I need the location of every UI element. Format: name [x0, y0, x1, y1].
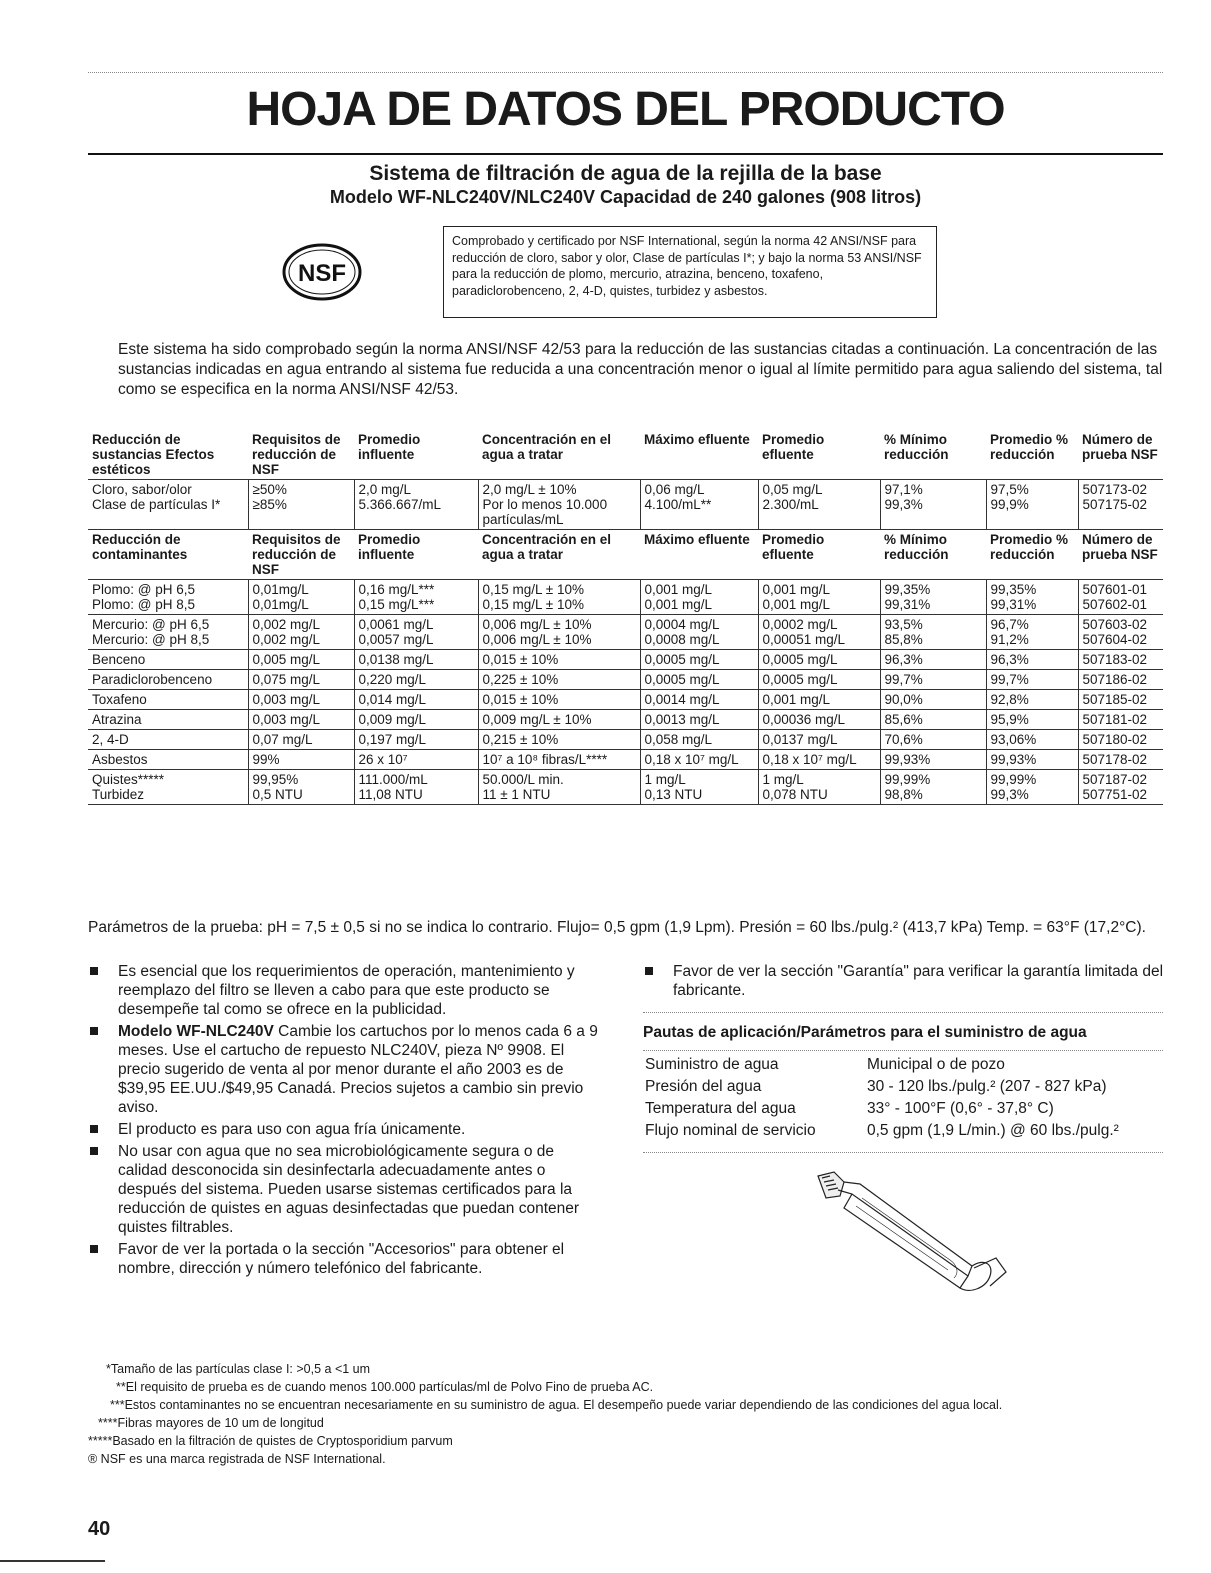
logo-text: NSF: [298, 260, 346, 287]
guide-row: [643, 1076, 1163, 1098]
table-cell: Cloro, sabor/olor Clase de partículas I*: [92, 482, 221, 512]
test-parameters: Parámetros de la prueba: pH = 7,5 ± 0,5 si no se indica lo contrario. Flujo= 0,5 gpm (1,9 Lpm). Presión = 60 lbs./pulg.² (413,7 kPa) Temp. = 63°F (17,2°C).: [88, 919, 1146, 936]
table-cell: 0,18 x 10⁷ mg/L: [758, 750, 880, 770]
table-cell: 0,0002 mg/L 0,00051 mg/L: [758, 615, 880, 650]
title-rule: [88, 153, 1163, 155]
guide-table: [643, 1054, 1163, 1142]
table-cell: 0,009 mg/L ± 10%: [478, 710, 640, 730]
table-cell: Atrazina: [92, 712, 142, 727]
list-item-text: Favor de ver la portada o la sección "Accesorios" para obtener el nombre, dirección y número telefónico del fabricante.: [118, 1241, 565, 1277]
table-cell: 507180-02: [1078, 730, 1163, 750]
table-cell: Asbestos: [92, 752, 148, 767]
table-cell: 0,005 mg/L: [248, 650, 354, 670]
table-cell: 97,1% 99,3%: [880, 480, 986, 530]
table-cell: 1 mg/L 0,13 NTU: [640, 770, 758, 805]
table-row: [88, 710, 1163, 730]
table-cell: 0,0005 mg/L: [640, 670, 758, 690]
table-cell: 99,35% 99,31%: [986, 580, 1078, 615]
table-cell: 0,16 mg/L*** 0,15 mg/L***: [354, 580, 478, 615]
table-cell: 0,0138 mg/L: [354, 650, 478, 670]
guide-top-rule: [643, 1012, 1163, 1013]
table-cell: 0,001 mg/L: [758, 690, 880, 710]
column-header: Requisitos de reducción de NSF: [252, 432, 341, 477]
filter-cartridge-illustration: [800, 1168, 1020, 1293]
table-cell: 99,7%: [880, 670, 986, 690]
table-cell: 0,05 mg/L 2.300/mL: [758, 480, 880, 530]
table-cell: 0,001 mg/L 0,001 mg/L: [640, 580, 758, 615]
table-cell: 0,015 ± 10%: [478, 690, 640, 710]
column-header: Máximo efluente: [644, 432, 750, 447]
table-row: [88, 690, 1163, 710]
table-cell: 92,8%: [986, 690, 1078, 710]
table-cell: 0,0061 mg/L 0,0057 mg/L: [354, 615, 478, 650]
column-header: Número de prueba NSF: [1082, 432, 1158, 462]
page-number: 40: [88, 1518, 111, 1540]
table-cell: 0,0005 mg/L: [758, 670, 880, 690]
table-cell: 99,93%: [880, 750, 986, 770]
list-item: [88, 1022, 603, 1117]
footnote: **El requisito de prueba es de cuando menos 100.000 partículas/ml de Polvo Fino de prueba AC.: [116, 1380, 654, 1394]
list-item-text: Es esencial que los requerimientos de operación, mantenimiento y reemplazo del filtro se lleven a cabo para que este producto se desempeñe tal como se ofrece en la publicidad.: [118, 963, 575, 1018]
table-cell: 50.000/L min. 11 ± 1 NTU: [478, 770, 640, 805]
table-cell: 0,18 x 10⁷ mg/L: [640, 750, 758, 770]
guide-label: Suministro de agua: [645, 1056, 779, 1073]
bottom-rule: [0, 1560, 105, 1562]
guide-value: 0,5 gpm (1,9 L/min.) @ 60 lbs./pulg.²: [867, 1122, 1119, 1139]
table-cell: Benceno: [92, 652, 146, 667]
table-cell: 97,5% 99,9%: [986, 480, 1078, 530]
table-cell: Quistes***** Turbidez: [92, 772, 165, 802]
table-row: [88, 750, 1163, 770]
intro-paragraph: Este sistema ha sido comprobado según la norma ANSI/NSF 42/53 para la reducción de las sustancias citadas a continuación. La concentración de las sustancias indicadas en agua entrando al sistema fue reducida a una concentración menor o igual al límite permitido para agua saliendo del sistema, tal como se especifica en la norma ANSI/NSF 42/53.: [118, 341, 1163, 398]
table-cell: 96,3%: [986, 650, 1078, 670]
column-header: Promedio efluente: [762, 532, 825, 562]
table-cell: 507187-02 507751-02: [1078, 770, 1163, 805]
column-header: Promedio % reducción: [990, 432, 1069, 462]
table-row: [88, 770, 1163, 805]
table-cell: 0,003 mg/L: [248, 710, 354, 730]
guide-bottom-rule: [643, 1152, 1163, 1153]
list-item: [88, 1120, 603, 1139]
page-title: HOJA DE DATOS DEL PRODUCTO: [246, 83, 1005, 136]
table-cell: 0,0014 mg/L: [640, 690, 758, 710]
table-cell: 90,0%: [880, 690, 986, 710]
top-dotted-rule: [88, 72, 1163, 73]
table-cell: 0,220 mg/L: [354, 670, 478, 690]
list-item: Favor de ver la sección "Garantía" para verificar la garantía limitada del fabricante.: [643, 962, 1163, 1000]
table-row: [88, 480, 1163, 530]
column-header: Concentración en el agua a tratar: [482, 532, 612, 562]
guide-value: 30 - 120 lbs./pulg.² (207 - 827 kPa): [867, 1078, 1107, 1095]
table-cell: Mercurio: @ pH 6,5 Mercurio: @ pH 8,5: [92, 617, 210, 647]
table-cell: 99,99% 99,3%: [986, 770, 1078, 805]
table-cell: 0,00036 mg/L: [758, 710, 880, 730]
footnotes: [88, 1360, 1163, 1468]
table-cell: 93,5% 85,8%: [880, 615, 986, 650]
table-cell: 507178-02: [1078, 750, 1163, 770]
column-header: Promedio efluente: [762, 432, 825, 462]
table-cell: Paradiclorobenceno: [92, 672, 213, 687]
table-cell: 0,003 mg/L: [248, 690, 354, 710]
guide-header-rule: [643, 1050, 1163, 1051]
table-cell: 96,3%: [880, 650, 986, 670]
certification-box: Comprobado y certificado por NSF International, según la norma 42 ANSI/NSF para reducción de cloro, sabor y olor, Clase de partículas I*; y bajo la norma 53 ANSI/NSF para la reducción de plomo, mercurio, atrazina, benceno, toxafeno, paradiclorobenceno, 2, 4-D, quistes, turbidez y asbestos.: [443, 226, 937, 318]
guide-label: Flujo nominal de servicio: [645, 1122, 816, 1139]
list-item: [88, 1240, 603, 1278]
table-cell: 0,058 mg/L: [640, 730, 758, 750]
table-cell: 0,0005 mg/L: [758, 650, 880, 670]
guide-value: 33° - 100°F (0,6° - 37,8° C): [867, 1100, 1054, 1117]
list-item-text: Cambie los cartuchos por lo menos cada 6 a 9 meses. Use el cartucho de repuesto NLC240V, pieza Nº 9908. El precio sugerido de venta al por menor durante el año 2003 es de $39,95 EE.UU./$49,95 Canadá. Precios sujetos a cambio sin previo aviso.: [118, 1023, 598, 1116]
column-header: Número de prueba NSF: [1082, 532, 1158, 562]
table-cell: 0,075 mg/L: [248, 670, 354, 690]
table-cell: 0,06 mg/L 4.100/mL**: [640, 480, 758, 530]
table-cell: 99,95% 0,5 NTU: [248, 770, 354, 805]
table-row: [88, 730, 1163, 750]
table-cell: 507181-02: [1078, 710, 1163, 730]
table-cell: 96,7% 91,2%: [986, 615, 1078, 650]
table-cell: 26 x 10⁷: [354, 750, 478, 770]
table-cell: 0,01mg/L 0,01mg/L: [248, 580, 354, 615]
column-header: Reducción de sustancias Efectos estéticos: [92, 432, 215, 477]
table-cell: 0,015 ± 10%: [478, 650, 640, 670]
table-cell: 70,6%: [880, 730, 986, 750]
table-cell: 507185-02: [1078, 690, 1163, 710]
table-cell: 99,93%: [986, 750, 1078, 770]
performance-data-table: [88, 430, 1163, 805]
table-cell: 507603-02 507604-02: [1078, 615, 1163, 650]
table-cell: 99,99% 98,8%: [880, 770, 986, 805]
guide-title: Pautas de aplicación/Parámetros para el suministro de agua: [643, 1024, 1087, 1041]
table-cell: 99%: [248, 750, 354, 770]
table-cell: 507183-02: [1078, 650, 1163, 670]
column-header: Promedio influente: [358, 532, 421, 562]
table-cell: 0,07 mg/L: [248, 730, 354, 750]
table-cell: 0,197 mg/L: [354, 730, 478, 750]
table-cell: 0,0004 mg/L 0,0008 mg/L: [640, 615, 758, 650]
column-header: % Mínimo reducción: [884, 432, 949, 462]
table-cell: 2, 4-D: [92, 732, 129, 747]
table-cell: 1 mg/L 0,078 NTU: [758, 770, 880, 805]
table-cell: 0,006 mg/L ± 10% 0,006 mg/L ± 10%: [478, 615, 640, 650]
guide-row: [643, 1098, 1163, 1120]
footnote: *****Basado en la filtración de quistes de Cryptosporidium parvum: [88, 1434, 453, 1448]
table-cell: 111.000/mL 11,08 NTU: [354, 770, 478, 805]
table-cell: 2,0 mg/L ± 10% Por lo menos 10.000 partículas/mL: [478, 480, 640, 530]
table-cell: 99,7%: [986, 670, 1078, 690]
guide-row: [643, 1120, 1163, 1142]
table-cell: 0,009 mg/L: [354, 710, 478, 730]
column-header: Promedio % reducción: [990, 532, 1069, 562]
table-cell: 0,225 ± 10%: [478, 670, 640, 690]
table-cell: 507601-01 507602-01: [1078, 580, 1163, 615]
table-cell: 99,35% 99,31%: [880, 580, 986, 615]
list-item: [88, 1142, 603, 1237]
table-cell: 0,002 mg/L 0,002 mg/L: [248, 615, 354, 650]
table-cell: 10⁷ a 10⁸ fibras/L****: [478, 750, 640, 770]
table-cell: Plomo: @ pH 6,5 Plomo: @ pH 8,5: [92, 582, 195, 612]
system-subtitle: Sistema de filtración de agua de la rejilla de la base: [369, 162, 882, 185]
table-row: [88, 580, 1163, 615]
table-row: [88, 650, 1163, 670]
list-item-text: El producto es para uso con agua fría únicamente.: [118, 1121, 466, 1138]
list-item: [88, 962, 603, 1019]
column-header: Promedio influente: [358, 432, 421, 462]
footnote: ® NSF es una marca registrada de NSF International.: [88, 1452, 386, 1466]
guide-label: Presión del agua: [645, 1078, 762, 1095]
table-row: [88, 670, 1163, 690]
nsf-logo: [280, 242, 364, 302]
column-header: Reducción de contaminantes: [92, 532, 188, 562]
model-subtitle: Modelo WF-NLC240V/NLC240V Capacidad de 240 galones (908 litros): [329, 187, 922, 207]
column-header: Requisitos de reducción de NSF: [252, 532, 341, 577]
table-header-row: [88, 530, 1163, 580]
column-header: % Mínimo reducción: [884, 532, 949, 562]
notes-list: [88, 962, 603, 1281]
table-cell: 0,014 mg/L: [354, 690, 478, 710]
model-label: Modelo WF-NLC240V: [118, 1023, 274, 1040]
table-cell: 95,9%: [986, 710, 1078, 730]
table-header-row: [88, 430, 1163, 480]
table-cell: 0,0137 mg/L: [758, 730, 880, 750]
table-cell: 507186-02: [1078, 670, 1163, 690]
footnote: ****Fibras mayores de 10 um de longitud: [98, 1416, 324, 1430]
table-cell: 0,0013 mg/L: [640, 710, 758, 730]
table-cell: 0,15 mg/L ± 10% 0,15 mg/L ± 10%: [478, 580, 640, 615]
column-header: Máximo efluente: [644, 532, 750, 547]
column-header: Concentración en el agua a tratar: [482, 432, 612, 462]
guide-label: Temperatura del agua: [645, 1100, 796, 1117]
table-cell: Toxafeno: [92, 692, 147, 707]
table-cell: ≥50% ≥85%: [248, 480, 354, 530]
guide-row: [643, 1054, 1163, 1076]
footnote: *Tamaño de las partículas clase I: >0,5 a <1 um: [106, 1362, 371, 1376]
table-row: [88, 615, 1163, 650]
table-cell: 2,0 mg/L 5.366.667/mL: [354, 480, 478, 530]
footnote: ***Estos contaminantes no se encuentran necesariamente en su suministro de agua. El desempeño puede variar dependiendo de las condiciones del agua local.: [110, 1398, 1003, 1412]
table-cell: 85,6%: [880, 710, 986, 730]
table-cell: 0,0005 mg/L: [640, 650, 758, 670]
table-cell: 507173-02 507175-02: [1078, 480, 1163, 530]
warranty-note: [643, 962, 1163, 1003]
table-cell: 93,06%: [986, 730, 1078, 750]
list-item-text: No usar con agua que no sea microbiológicamente segura o de calidad desconocida sin desinfectarla adecuadamente antes o después del sistema. Pueden usarse sistemas certificados para la reducción de quistes en aguas desinfectadas que puedan contener quistes filtrables.: [118, 1143, 580, 1236]
guide-value: Municipal o de pozo: [867, 1056, 1005, 1073]
table-cell: 0,215 ± 10%: [478, 730, 640, 750]
table-cell: 0,001 mg/L 0,001 mg/L: [758, 580, 880, 615]
